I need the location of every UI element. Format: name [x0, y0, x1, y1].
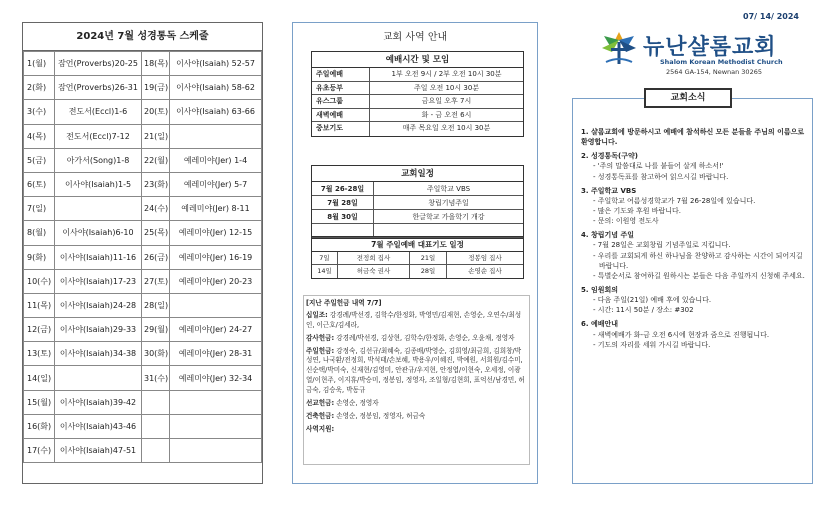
schedule-row: [24, 439, 262, 463]
worship-time: 매주 목요일 오전 10시 30분: [402, 124, 491, 132]
day-cell: 23(화): [142, 172, 170, 196]
prayer-date: 14일: [312, 265, 338, 278]
prayer-date: 21일: [410, 252, 447, 264]
news-item: [581, 319, 806, 349]
event-date: 8월 30일: [312, 210, 374, 223]
prayer-person: 전정희 집사: [338, 252, 410, 264]
news-item-heading: 1. 샬롬교회에 방문하시고 예배에 참석하신 모든 분들을 주님의 이름으로 환영합니다.: [581, 128, 805, 147]
schedule-row: [24, 100, 262, 124]
news-item-heading: 2. 성경통독(구약): [581, 152, 638, 161]
reading-cell: 잠언(Proverbs)20-25: [55, 52, 142, 76]
day-cell: 8(월): [24, 221, 55, 245]
prayer-date: 7일: [312, 252, 338, 264]
schedule-row: [24, 390, 262, 414]
prayer-schedule-box: [311, 236, 524, 279]
reading-cell: 이사야(Isaiah)39-42: [55, 390, 142, 414]
news-item-heading: 5. 임원회의: [581, 285, 619, 294]
day-cell: 9(화): [24, 245, 55, 269]
reading-cell: 이사야(Isaiah) 58-62: [170, 76, 262, 100]
news-item-heading: 6. 예배안내: [581, 320, 619, 329]
offering-names: 손영순, 정봉임, 정영자, 허금숙: [334, 411, 426, 420]
worship-time: 1부 오전 9시 / 2부 오전 10시 30분: [391, 70, 502, 78]
offering-label: 건축헌금:: [306, 411, 335, 420]
offering-label: 선교헌금:: [306, 399, 335, 408]
news-item-detail: - 성경통독표를 참고하여 읽으시길 바랍니다.: [593, 172, 729, 181]
offering-line: [306, 425, 527, 435]
schedule-row: [24, 414, 262, 438]
event-row: [312, 210, 523, 224]
day-cell: 4(목): [24, 124, 55, 148]
news-item-details: [581, 330, 806, 350]
news-item-detail: - 많은 기도와 후원 바랍니다.: [593, 206, 682, 215]
worship-name: 중보기도: [312, 122, 370, 136]
offering-label: 감사헌금:: [306, 333, 335, 342]
offering-line: [306, 347, 527, 396]
day-cell: 20(토): [142, 100, 170, 124]
news-item: [581, 285, 806, 315]
reading-cell: 예레미야(Jer) 32-34: [170, 366, 262, 390]
offering-label: 사역지원:: [306, 424, 335, 433]
day-cell: 21(일): [142, 124, 170, 148]
schedule-row: [24, 148, 262, 172]
guide-title: 교회 사역 안내: [382, 32, 448, 43]
worship-times-heading: 예배시간 및 모임: [312, 52, 523, 68]
church-news: [572, 98, 813, 484]
reading-cell: 이사야(Isaiah)43-46: [55, 414, 142, 438]
prayer-row: [312, 252, 523, 265]
reading-cell: [170, 293, 262, 317]
worship-row: [312, 68, 523, 82]
day-cell: [142, 390, 170, 414]
worship-row: [312, 95, 523, 109]
reading-cell: 이사야(Isaiah)1-5: [55, 172, 142, 196]
news-item-details: [581, 161, 806, 181]
reading-cell: [170, 124, 262, 148]
reading-cell: [170, 414, 262, 438]
reading-cell: 이사야(Isaiah)47-51: [55, 439, 142, 463]
prayer-person: 허금숙 권사: [338, 265, 410, 278]
news-item-detail: - 새벽예배가 화-금 오전 6시에 현장과 줌으로 진행됩니다.: [593, 330, 770, 339]
event-date: 7월 28일: [312, 196, 374, 209]
news-title: 교회소식: [644, 88, 732, 108]
worship-times-box: [311, 51, 524, 137]
day-cell: 17(수): [24, 439, 55, 463]
church-address: 2564 GA-154, Newnan 30265: [666, 68, 762, 76]
news-item-detail: - 우리를 교회되게 하신 하나님을 찬양하고 감사하는 시간이 되어지길 바랍니다.: [593, 251, 803, 270]
event-row: [312, 196, 523, 210]
schedule-title: 2024년 7월 성경통독 스케줄: [23, 23, 262, 51]
day-cell: 2(화): [24, 76, 55, 100]
news-item-details: [581, 240, 806, 281]
news-item-heading: 4. 창립기념 주일: [581, 231, 634, 240]
reading-cell: 예레미야(Jer) 28-31: [170, 342, 262, 366]
day-cell: 30(화): [142, 342, 170, 366]
day-cell: 11(목): [24, 293, 55, 317]
schedule-row: [24, 52, 262, 76]
news-item-details: [581, 295, 806, 315]
event-row: [312, 182, 523, 196]
day-cell: 13(토): [24, 342, 55, 366]
schedule-row: [24, 124, 262, 148]
news-item: [581, 186, 806, 227]
day-cell: 10(수): [24, 269, 55, 293]
reading-cell: 이사야(Isaiah) 63-66: [170, 100, 262, 124]
reading-cell: 예레미야(Jer) 8-11: [170, 197, 262, 221]
offering-line: [306, 412, 527, 422]
reading-cell: 이사야(Isaiah)24-28: [55, 293, 142, 317]
worship-time: 금요일 오후 7시: [421, 97, 472, 105]
reading-cell: [55, 197, 142, 221]
reading-cell: [170, 390, 262, 414]
reading-cell: 예레미야(Jer) 1-4: [170, 148, 262, 172]
reading-cell: [170, 439, 262, 463]
day-cell: 1(월): [24, 52, 55, 76]
prayer-date: 28일: [410, 265, 447, 278]
ministry-guide: [292, 22, 538, 484]
day-cell: 29(월): [142, 318, 170, 342]
reading-cell: 전도서(Eccl)7-12: [55, 124, 142, 148]
news-item: [581, 230, 806, 281]
worship-time: 화 - 금 오전 6시: [421, 110, 472, 119]
day-cell: 3(수): [24, 100, 55, 124]
reading-cell: [55, 366, 142, 390]
worship-time: 주일 오전 10시 30분: [413, 83, 480, 92]
events-box: [311, 165, 524, 239]
reading-cell: 예레미야(Jer) 24-27: [170, 318, 262, 342]
news-item: [581, 127, 806, 147]
offering-line: [306, 399, 527, 409]
worship-row: [312, 109, 523, 123]
cross-dove-icon: [598, 28, 640, 68]
news-item-detail: - 문의: 이원영 전도사: [593, 217, 659, 226]
offering-line: [306, 334, 527, 344]
schedule-row: [24, 342, 262, 366]
reading-cell: 잠언(Proverbs)26-31: [55, 76, 142, 100]
news-item-details: [581, 196, 806, 226]
schedule-row: [24, 221, 262, 245]
reading-cell: 이사야(Isaiah)17-23: [55, 269, 142, 293]
church-name: 뉴난샬롬교회: [643, 35, 777, 60]
schedule-row: [24, 245, 262, 269]
news-item-detail: - 특별순서로 참여하길 원하시는 분들은 다음 주일까지 신청해 주세요.: [593, 271, 805, 280]
day-cell: 18(목): [142, 52, 170, 76]
event-name: 한글학교 가을학기 개강: [412, 213, 485, 221]
reading-cell: 이사야(Isaiah)34-38: [55, 342, 142, 366]
news-item-detail: - '주의 말씀대로 나를 붙들어 살게 하소서!': [593, 162, 724, 171]
offering-line: [306, 311, 527, 331]
bulletin-date: 07/ 14/ 2024: [743, 12, 799, 21]
worship-name: 주일예배: [312, 68, 370, 81]
schedule-row: [24, 269, 262, 293]
schedule-row: [24, 318, 262, 342]
day-cell: [142, 439, 170, 463]
schedule-row: [24, 293, 262, 317]
offering-label: 주일헌금:: [306, 346, 335, 355]
day-cell: 6(토): [24, 172, 55, 196]
prayer-row: [312, 265, 523, 278]
offering-names: 강경례/박선경, 김학수/한정화, 박영민/김재현, 손영순, 오연수/최성인, 이근호/김세라,: [306, 310, 522, 329]
day-cell: 31(수): [142, 366, 170, 390]
news-item-detail: - 다음 주일(21일) 예배 후에 있습니다.: [593, 296, 712, 305]
day-cell: [142, 414, 170, 438]
day-cell: 25(목): [142, 221, 170, 245]
worship-name: 유스그룹: [312, 95, 370, 108]
day-cell: 12(금): [24, 318, 55, 342]
day-cell: 22(월): [142, 148, 170, 172]
reading-cell: 예레미야(Jer) 12-15: [170, 221, 262, 245]
prayer-person: 손영순 집사: [468, 267, 502, 275]
reading-cell: 아가서(Song)1-8: [55, 148, 142, 172]
day-cell: 15(월): [24, 390, 55, 414]
news-item-detail: - 기도의 자리를 세워 가시길 바랍니다.: [593, 340, 711, 349]
offering-names: 손영순, 정영자: [334, 399, 379, 408]
reading-cell: 이사야(Isaiah)29-33: [55, 318, 142, 342]
day-cell: 19(금): [142, 76, 170, 100]
reading-cell: 이사야(Isaiah)11-16: [55, 245, 142, 269]
news-item-heading: 3. 주일학교 VBS: [581, 186, 637, 195]
reading-cell: 이사야(Isaiah)6-10: [55, 221, 142, 245]
event-name: 주일학교 VBS: [426, 185, 471, 193]
prayer-heading: 7월 주일예배 대표기도 일정: [312, 237, 523, 252]
event-name: 창립기념주일: [428, 199, 469, 207]
day-cell: 28(일): [142, 293, 170, 317]
offering-list: [303, 295, 530, 465]
schedule-row: [24, 366, 262, 390]
day-cell: 27(토): [142, 269, 170, 293]
offering-label: 십일조:: [306, 310, 328, 319]
news-item-detail: - 7월 28일은 교회창립 기념주일로 지킵니다.: [593, 241, 731, 250]
news-item-detail: - 주일학교 여름성경학교가 7월 26-28일에 있습니다.: [593, 196, 756, 205]
reading-schedule: [22, 22, 263, 484]
events-heading: 교회일정: [312, 166, 523, 182]
schedule-row: [24, 172, 262, 196]
day-cell: 5(금): [24, 148, 55, 172]
news-item: [581, 151, 806, 181]
offering-title: [지난 주일헌금 내역 7/7]: [306, 299, 382, 307]
reading-cell: 이사야(Isaiah) 52-57: [170, 52, 262, 76]
prayer-person: 정봉임 집사: [468, 254, 502, 262]
day-cell: 24(수): [142, 197, 170, 221]
worship-name: 새벽예배: [312, 109, 370, 122]
church-name-en: Shalom Korean Methodist Church: [660, 58, 783, 66]
worship-row: [312, 122, 523, 136]
offering-names: 강정숙, 김선규/최혜숙, 김종배/박영순, 김희영/최금희, 김희창/박성연, 나국환/전정희, 박석태/손보혜, 박용우/이혜진, 박예원, 서희원/김수미, 신순택/박미숙, 신재현/김영미, 안관규/우지현, 안정엽/이현숙, 오세정, 이광열/이현주, 이지휴/박승미, 정봉임, 정영자, 조일형/김현희, 표억선/남경민, 허금숙, 김승욱, 박동규: [306, 346, 525, 395]
schedule-row: [24, 197, 262, 221]
day-cell: 7(일): [24, 197, 55, 221]
day-cell: 14(일): [24, 366, 55, 390]
reading-cell: 예레미야(Jer) 20-23: [170, 269, 262, 293]
worship-name: 유초등부: [312, 82, 370, 95]
event-date: 7월 26-28일: [312, 182, 374, 195]
offering-names: 강경례/박선경, 김상현, 김학수/한정화, 손영순, 오윤채, 정영자: [334, 333, 515, 342]
reading-cell: 예레미야(Jer) 5-7: [170, 172, 262, 196]
schedule-row: [24, 76, 262, 100]
worship-row: [312, 82, 523, 96]
day-cell: 16(화): [24, 414, 55, 438]
reading-cell: 예레미야(Jer) 16-19: [170, 245, 262, 269]
day-cell: 26(금): [142, 245, 170, 269]
schedule-table: [23, 51, 262, 463]
news-item-detail: - 시간: 11시 50분 / 장소: #302: [593, 306, 694, 315]
reading-cell: 전도서(Eccl)1-6: [55, 100, 142, 124]
